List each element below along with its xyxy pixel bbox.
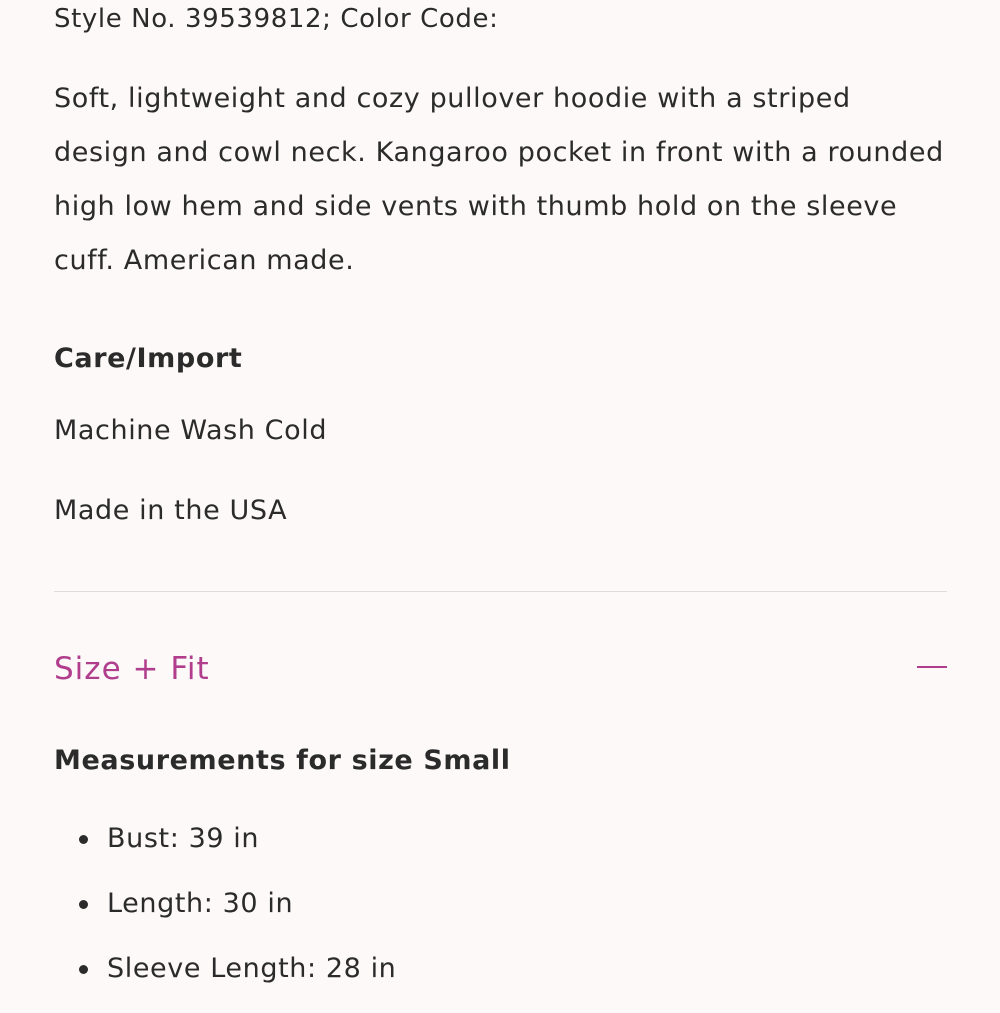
bullet-icon (79, 835, 88, 844)
list-item (54, 948, 396, 1013)
list-item (54, 818, 396, 883)
care-instruction: Machine Wash Cold (54, 415, 328, 446)
section-divider (54, 591, 947, 592)
product-description: Soft, lightweight and cozy pullover hoodie with a striped design and cowl neck. Kangaroo pocket in front with a rounded high low hem and side vents with thumb hold on the sleeve cuff. American made. (54, 83, 944, 276)
list-item (54, 883, 396, 948)
measurements-list (54, 818, 396, 1013)
measurement-text: Bust: 39 in (107, 823, 260, 854)
minus-icon[interactable] (917, 666, 947, 668)
product-details (54, 0, 947, 1000)
size-fit-accordion-toggle[interactable] (54, 640, 947, 700)
bullet-icon (79, 900, 88, 909)
style-number: Style No. 39539812; Color Code: (54, 4, 499, 34)
measurements-heading: Measurements for size Small (54, 745, 511, 776)
origin-info: Made in the USA (54, 495, 288, 526)
bullet-icon (79, 965, 88, 974)
size-fit-title: Size + Fit (54, 651, 210, 687)
care-import-heading: Care/Import (54, 343, 243, 374)
measurement-text: Length: 30 in (107, 888, 294, 919)
measurement-text: Sleeve Length: 28 in (107, 953, 397, 984)
